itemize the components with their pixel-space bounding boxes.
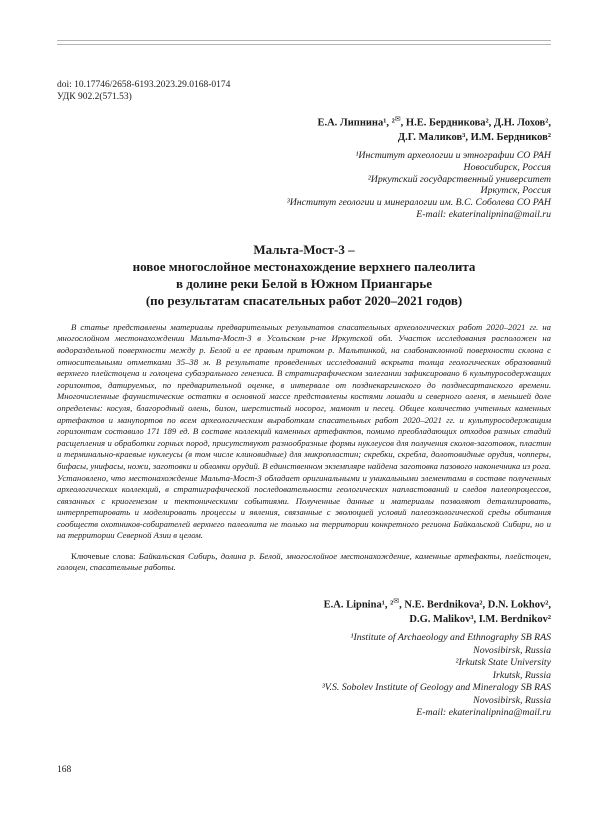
page-content	[57, 0, 551, 720]
affiliation-line: ²Иркутский государственный университет	[367, 173, 551, 185]
affiliation-line: ²Irkutsk State University	[455, 657, 551, 669]
title-line: новое многослойное местонахождение верхнего палеолита	[132, 258, 476, 274]
affiliation-line: Иркутск, Россия	[480, 185, 551, 197]
authors-en-line1	[57, 594, 551, 613]
affiliations-en	[57, 632, 551, 720]
affiliation-line: Новосибирск, Россия	[463, 161, 551, 173]
abstract-paragraph: В статье представлены материалы предварительных результатов спасательных археологических работ 2020–2021 гг. на многослойном местонахождении Мальта-Мост-3 в Усольском р-не Иркутской обл. Участок исследования расположен на водораздельной поверхности между р. Белой и ее правым притоком р. Мальтинкой, на слабонаклонной поверхности склона с относительными отметками 35–38 м. В результате проведенных исследований вскрыта толща геологических образований верхнего плейстоцена и голоцена субаэрального генезиса. В стратиграфическом залегании зафиксировано 6 культуросодержащих горизонтов, датируемых, по предварительной оценке, в интервале от позднекаргинского до позднесартанского времени. Многочисленные фаунистические остатки в основной массе представлены костями лошади и северного оленя, в меньшей доле определены: косуля, благородный олень, бизон, шерстистый носорог, мамонт и песец. Общее количество учтенных каменных артефактов и манупортов по всем археологическим выработкам спасательных работ 2020–2021 гг. и культуросодержащим горизонтам составило 171 189 ед. В составе коллекций каменных артефактов, помимо преобладающих отходов разных стадий расщепления и обработки горных пород, присутствуют разнообразные формы нуклеусов для получения сколов-заготовок, пластин и терминально-краевые нуклеусы (в том числе клиновидные) для микропластин; скребки, скребла, долотовидные орудия, чопперы, бифасы, унифасы, ножи, заготовки и обломки орудий. В единственном экземпляре найдена заготовка пазового наконечника из рога. Установлено, что местонахождение Мальта-Мост-3 обладает оригинальными и уникальными элементами в составе полученных археологических коллекций, в стратиграфической последовательности геологических напластований и следов палеопроцессов, связанных с криогенезом и тектоническими событиями. Полученные данные и материалы позволяют детализировать, интерпретировать и моделировать процессы и явления, связанные с эволюцией условий палеоэкологической среды обитания сообществ охотников-собирателей верхнего палеолита не только на территории конкретного региона Байкальской Сибири, но и на территории Северной Азии в целом.	[57, 321, 551, 541]
email-line: E-mail: ekaterinalipnina@mail.ru	[416, 208, 551, 220]
authors-ru-line1	[57, 112, 551, 131]
keywords-label: Ключевые слова:	[71, 550, 136, 561]
affiliation-line: ¹Institute of Archaeology and Ethnography SB RAS	[350, 632, 551, 644]
udc-line: УДК 902.2(571.53)	[57, 91, 132, 102]
affiliation-line: Novosibirsk, Russia	[473, 694, 551, 706]
header-double-rule	[57, 40, 551, 45]
title-line: Мальта-Мост-3 –	[253, 241, 355, 257]
email-envelope-icon: ✉	[394, 114, 401, 123]
affiliation-line: ³Институт геологии и минералогии им. В.С. Соболева СО РАН	[286, 197, 551, 209]
authors-ru-line1-post: , Н.Е. Бердникова², Д.Н. Лохов²,	[400, 117, 551, 128]
title-line: в долине реки Белой в Южном Приангарье	[175, 275, 433, 291]
authors-ru-line1-pre: Е.А. Липнина¹, ²	[317, 117, 395, 128]
email-envelope-icon: ✉	[393, 596, 400, 605]
authors-en	[57, 594, 551, 628]
page-number: 168	[57, 765, 72, 775]
affiliation-line: ³V.S. Sobolev Institute of Geology and Mineralogy SB RAS	[321, 682, 551, 694]
authors-ru	[57, 112, 551, 146]
affiliation-line: Novosibirsk, Russia	[473, 644, 551, 656]
doi-line: doi: 10.17746/2658-6193.2023.29.0168-0174	[57, 79, 231, 90]
affiliation-line: ¹Институт археологии и этнографии СО РАН	[355, 150, 551, 161]
title-line: (по результатам спасательных работ 2020–2021 годов)	[145, 292, 463, 308]
affiliation-line: Irkutsk, Russia	[492, 669, 551, 681]
doi-block	[57, 79, 551, 103]
authors-en-line1-pre: E.A. Lipnina¹, ²	[323, 599, 394, 611]
affiliations-ru	[57, 150, 551, 221]
keywords-text: Байкальская Сибирь, долина р. Белой, многослойное местонахождение, каменные артефакты, плейстоцен, голоцен, спасательные работы.	[57, 550, 552, 573]
authors-en-line1-post: , N.E. Berdnikova², D.N. Lokhov²,	[399, 599, 551, 611]
paper-title-ru	[57, 241, 551, 309]
keywords-paragraph	[57, 551, 551, 574]
authors-en-line2: D.G. Malikov³, I.M. Berdnikov²	[409, 614, 551, 626]
authors-ru-line2: Д.Г. Маликов³, И.М. Бердников²	[397, 132, 551, 143]
email-line: E-mail: ekaterinalipnina@mail.ru	[416, 707, 551, 719]
